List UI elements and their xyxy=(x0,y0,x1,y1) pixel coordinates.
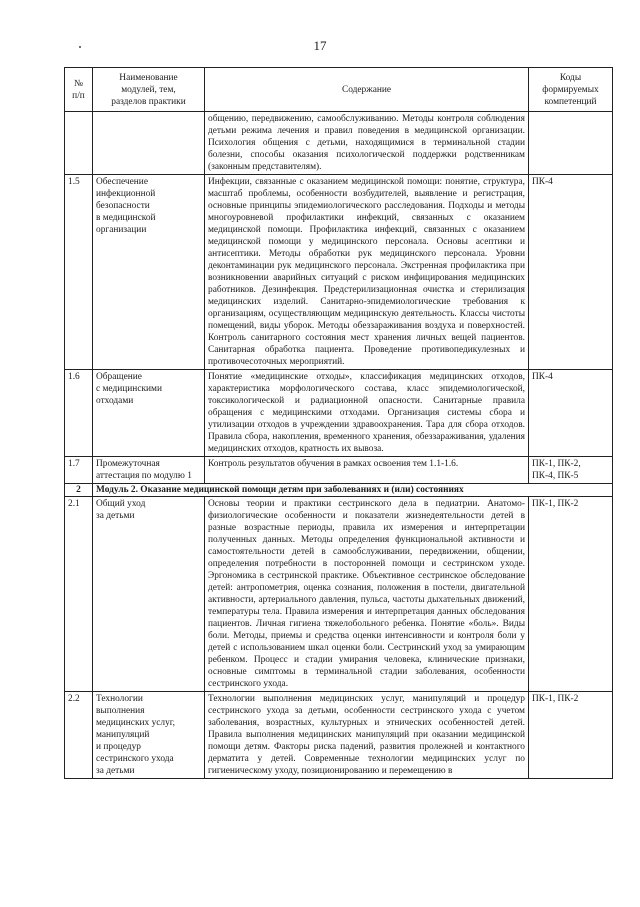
module-2-row xyxy=(65,484,613,497)
cell-num: 2.1 xyxy=(65,497,93,692)
cell-codes: ПК-1, ПК-2 xyxy=(529,692,613,779)
cell-name: Технологии выполнения медицинских услуг, манипуляций и процедур сестринского ухода за детьми xyxy=(93,692,205,779)
cell-content: Понятие «медицинские отходы», классификация медицинских отходов, характеристика морфологического состава, класс эпидемиологической, токсикологической и радиационной опасности. Санитарные правила обращения с медицинскими отходами. Организация системы сбора и утилизации отходов в учреждении здравоохранения. Тара для сбора отходов. Правила сбора, накопления, временного хранения, обеззараживания, удаления медицинских отходов, кратность их вывоза. xyxy=(205,370,529,457)
cell-name xyxy=(93,112,205,175)
cell-codes: ПК-4 xyxy=(529,175,613,370)
cell-content: Основы теории и практики сестринского дела в педиатрии. Анатомо-физиологические особенности и показатели жизнедеятельности детей в разные возрастные периоды, правила их измерения и интерпретации полученных данных. Методы определения функциональной активности и самостоятельности детей в самообслуживании, передвижении, общении, определения потребности в посторонней помощи и сестринском уходе. Эргономика в сестринской практике. Объективное сестринское обследование детей: антропометрия, оценка сознания, положения в постели, двигательной активности, артериального давления, пульса, частоты дыхательных движений, температуры тела. Правила измерения и интерпретация данных обследования пациентов. Личная гигиена тяжелобольного ребенка. Понятие «боль». Виды боли. Методы, приемы и средства оценки интенсивности и контроля боли у детей с использованием шкал оценки боли. Сестринский уход за умирающим ребенком. Процесс и стадии умирания человека, клинические признаки, основные симптомы в терминальной стадии заболевания, особенности сестринского ухода. xyxy=(205,497,529,692)
table-row-continuation xyxy=(65,112,613,175)
cell-codes: ПК-1, ПК-2, ПК-4, ПК-5 xyxy=(529,457,613,484)
cell-num: 1.5 xyxy=(65,175,93,370)
header-name: Наименование модулей, тем, разделов практики xyxy=(93,68,205,112)
header-codes: Коды формируемых компетенций xyxy=(529,68,613,112)
cell-num: 2.2 xyxy=(65,692,93,779)
cell-content: Контроль результатов обучения в рамках освоения тем 1.1-1.6. xyxy=(205,457,529,484)
header-content: Содержание xyxy=(205,68,529,112)
cell-content: Инфекции, связанные с оказанием медицинской помощи: понятие, структура, масштаб проблемы, особенности возбудителей, выявление и регистрация, основные принципы эпидемиологического расследования. Подходы и методы многоуровневой профилактики инфекций, связанных с оказанием медицинской помощи. Профилактика инфекций, связанных с оказанием медицинской помощи у медицинского персонала. Основы асептики и антисептики. Методы обработки рук медицинского персонала. Уровни деконтаминации рук медицинского персонала. Экстренная профилактика при возникновении аварийных ситуаций с риском инфицирования медицинских работников. Дезинфекция. Предстерилизационная очистка и стерилизация медицинских изделий. Санитарно-эпидемиологические требования к организациям, осуществляющим медицинскую деятельность. Классы чистоты помещений, виды уборок. Методы обеззараживания воздуха и поверхностей. Контроль санитарного состояния мест хранения личных вещей пациентов. Санитарная обработка пациента. Проведение противопедикулезных и противочесоточных мероприятий. xyxy=(205,175,529,370)
table-header-row xyxy=(65,68,613,112)
module-num: 2 xyxy=(65,484,93,497)
module-title: Модуль 2. Оказание медицинской помощи детям при заболеваниях и (или) состояниях xyxy=(93,484,613,497)
table-row-1-6 xyxy=(65,370,613,457)
cell-num: 1.7 xyxy=(65,457,93,484)
cell-name: Промежуточная аттестация по модулю 1 xyxy=(93,457,205,484)
scan-dot xyxy=(79,46,81,48)
table-row-2-2 xyxy=(65,692,613,779)
cell-codes: ПК-1, ПК-2 xyxy=(529,497,613,692)
page-number: 17 xyxy=(313,38,327,53)
cell-num: 1.6 xyxy=(65,370,93,457)
table-row-2-1 xyxy=(65,497,613,692)
header-num: № п/п xyxy=(65,68,93,112)
cell-name: Обеспечение инфекционной безопасности в медицинской организации xyxy=(93,175,205,370)
cell-content: Технологии выполнения медицинских услуг, манипуляций и процедур сестринского ухода за детьми, особенности сестринского ухода с учетом заболевания, возрастных, культурных и этнических особенностей детей. Правила выполнения медицинских манипуляций при оказании медицинской помощи детям. Факторы риска падений, развития пролежней и контактного дерматита у детей. Современные технологии медицинских услуг по гигиеническому уходу, позиционированию и перемещению в xyxy=(205,692,529,779)
cell-codes: ПК-4 xyxy=(529,370,613,457)
cell-name: Общий уход за детьми xyxy=(93,497,205,692)
cell-codes xyxy=(529,112,613,175)
cell-content: общению, передвижению, самообслуживанию. Методы контроля соблюдения детьми режима лечения и правил поведения в медицинской организации. Психология общения с детьми, находящимися в терминальной стадии болезни, способы оказания психологической поддержки родственникам (законным представителям). xyxy=(205,112,529,175)
cell-num xyxy=(65,112,93,175)
cell-name: Обращение с медицинскими отходами xyxy=(93,370,205,457)
table-row-1-7 xyxy=(65,457,613,484)
curriculum-table xyxy=(64,67,613,779)
table-row-1-5 xyxy=(65,175,613,370)
